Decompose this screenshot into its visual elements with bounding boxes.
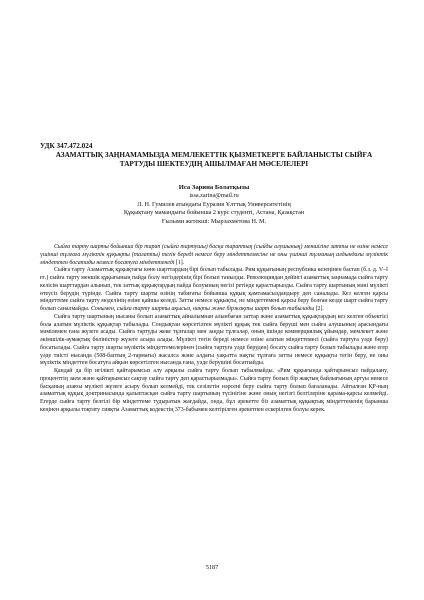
paragraph-2: [40, 267, 388, 314]
paragraph-3: [40, 314, 388, 368]
author-name: Иса Зарина Болатқызы: [178, 184, 250, 191]
paragraph-2-text: Сыйға тарту Азаматтық құқықтағы көне шарттардың бірі болып табылады. Рим құқығының республика кезеңінен бастап (б.з. д. V–I ғғ.) сыйға тарту меншік құқығының пайда болу негіздерінің бірі болып танылды. Революциядан дейінгі азаматтық заңнамада сыйға тарту келісім шарттардан алынып, тек заттық құқықтардың пайда болуының негізі ретінде қарастырылды. Сыйға тарту шартының мәні мүлікті өтеусіз берудің түрінде. Сыйға тарту шарты өзінің табиғаты бойынша құқық қамтамасыздандыру деп саналады. Кез келген қарсы міндеттеме сыйға тарту моделінің өзіне қайшы келеді. Затты немесе құқықты, не міндеттемені қарсы беру болған кезде шарт сыйға тарту болып саналмайды.: [40, 267, 388, 312]
paragraph-1-text: [1].: [174, 259, 185, 266]
paragraph-1: [40, 244, 388, 267]
paragraph-2-tail: [2].: [314, 306, 324, 312]
paragraph-1-italic: Сыйға тарту шарты бойынша бір тарап (сыйға тартушы) басқа тараптың (сыйды алушының) меншігіне затты не өзіне немесе үшінші тұлғаға мүліктік құқықты (талапты) тегін береді немесе беру міндеттемесіне не оны үшінші тұлғаның алдындағы мүліктік міндеттен босатады немесе босатуға міндеттенеді: [40, 244, 388, 266]
udk-code: УДК 347.472.024: [40, 142, 93, 150]
author-email: issa.zarina@mail.ru: [189, 192, 239, 200]
paragraph-4: [40, 368, 388, 415]
paragraph-2-italic: Сонымен, сыйға тарту шарты ақысыз, нақты және біржақты шарт болып табылады: [89, 306, 315, 312]
paragraph-3-text: Сыйға тарту шартының нысаны болып азаматтық айналымнан алынбаған заттар және азаматтық құқықтардың кез келген объектісі бола алатын мүліктік құқықтар табылады. Сондықтан көрсетілген мүлікті құқық тек сыйға беруші мен сыйға алушының арасындағы мәмілемен ғана жүзеге асады. Сыйға тартуды жеке тұлғалар мен заңды тұлғалар, оның ішінде коммерциялық ұйымдар, мемлекет және әкімшілік-аумақтық бөліністер жүзеге асыра алады. Мүлікті тегін береді немесе өзіне алатын міндеттемесі (сыйға тартуға уәде беру) босатылады. Сыйға тарту шарты мүліктік міндеттемелерінен (сыйға тартуға уәде беруден) босату сыйға тарту болып табылады және егер уәде тиісті нысанда (508-баптың 2-тармағы) жасалса және алдағы уақытта нақты тұлғаға затты немесе құқықты тегін беру, не оны мүліктік міндеттен босатуға айқын көрсетілген нысанда ғана, уәде берушіні босатпайды.: [40, 313, 388, 367]
author-block: [40, 184, 388, 226]
author-university: Л. Н. Гумилев атындағы Еуразия Ұлттық Университетінің: [137, 200, 291, 208]
article-title: АЗАМАТТЫҚ ЗАҢНАМАМЫЗДА МЕМЛЕКЕТТІК ҚЫЗМЕТКЕРГЕ БАЙЛАНЫСТЫ СЫЙҒА ТАРТУДЫ ШЕКТЕУДІҢ АШЫЛМАҒАН МӘСЕЛЕЛЕРІ: [55, 151, 373, 168]
author-faculty: Құқықтану мамандығы бойынша 2 курс студенті, Астана, Қазақстан: [123, 209, 305, 217]
page-number: 5187: [205, 564, 219, 571]
author-supervisor: Ғылыми жетекші: Мырзахметова Н. М.: [161, 217, 267, 225]
paragraph-4-text: Қандай да бір игілікті қайтарымсыз алу арқылы сыйға тарту болып табылмайды. «Рим құқығында қайтарымсыз пайдалану, проценттің заем және қайтарымсыз сақтау сыйға тарту деп қарастырылмады». Сыйға тарту болып бір жақтың байлығының артуы немесе басқаның азаюы мүлікті жүзеге асыру болып келмейді, тек сезілетін нәрсені беру сыйға тарту болып бағаланады. Айтылған ҚР-ның азаматтық құқық доктринасында қалыптасқан сыйға тарту шартының түсінігіне және оның негізгі белгілеріне қарама-қарсы келмейді. Егерде сыйға тарту белгілі бір міндеттеме тудыратын жағдайда, онда, бұл әрекетте біз азаматтық құқықтық міндеттеменің барынша кеңінен арқылы тоқтату сияқты Азаматтық кодекстің 373-бабымен келтірілген әрекетпен ескерілген болуы керек.: [40, 368, 388, 413]
article-body: [40, 244, 388, 415]
